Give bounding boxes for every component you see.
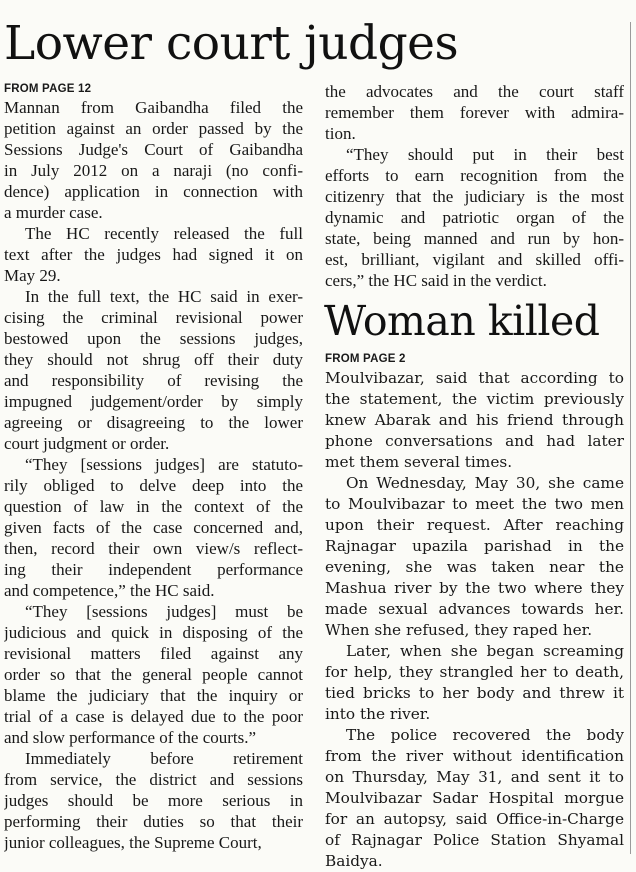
text-line: bestowed upon the sessions judges, [4,329,303,348]
text-line: est, brilliant, vigilant and skilled offi- [325,250,624,269]
text-line: and responsibility of revising the [4,371,303,390]
text-line: of Rajnagar Police Station Shyamal [325,831,624,849]
text-line: rily obliged to delve deep into the [4,476,303,495]
headline-lower-court-judges: Lower court judges [4,16,459,71]
text-line: from the river without identification [325,747,624,765]
text-line: then, record their own view/s reflect- [4,539,303,558]
text-line: Moulvibazar Sadar Hospital morgue [325,789,624,807]
text-line: and competence,” the HC said. [4,581,215,600]
text-line: ing their independent performance [4,560,303,579]
text-line: tion. [325,124,356,143]
text-line: a murder case. [4,203,103,222]
text-line: “They [sessions judges] are statuto- [25,455,303,474]
text-line: When she refused, they raped her. [325,621,593,639]
text-line: and slow performance of the courts.” [4,728,257,747]
text-line: to Moulvibazar to meet the two men [325,495,624,513]
text-line: Later, when she began screaming [346,642,624,660]
text-line: efforts to earn recognition from the [325,166,624,185]
text-line: the statement, the victim previously [325,390,624,408]
text-line: met them several times. [325,453,513,471]
text-line: Rajnagar upazila parishad in the [325,537,624,555]
text-line: On Wednesday, May 30, she came [346,474,624,492]
text-line: trial of a case is delayed due to the poor [4,707,303,726]
text-line: knew Abarak and his friend through [325,411,624,429]
text-line: Mashua river by the two where they [325,579,624,597]
text-line: into the river. [325,705,431,723]
dateline-from-page-12: FROM PAGE 12 [4,83,92,95]
text-line: upon their request. After reaching [325,516,624,534]
text-line: The HC recently released the full [25,224,303,243]
text-line: citizenry that the judiciary is the most [325,187,624,206]
text-line: Baidya. [325,852,383,870]
text-line: given facts of the case concerned and, [4,518,303,537]
text-line: from service, the district and sessions [4,770,303,789]
text-line: agreeing or disagreeing to the lower [4,413,303,432]
text-line: The police recovered the body [346,726,624,744]
text-line: remember them forever with admira- [325,103,624,122]
text-line: for an autopsy, said Office-in-Charge [325,810,624,828]
text-line: “They [sessions judges] must be [25,602,303,621]
column-rule [630,22,631,854]
text-line: state, being manned and run by hon- [325,229,624,248]
text-line: performing their duties so that their [4,812,303,831]
dateline-from-page-2: FROM PAGE 2 [325,353,406,365]
text-line: dence) application in connection with [4,182,303,201]
text-line: cising the criminal revisional power [4,308,303,327]
text-line: judicious and quick in disposing of the [4,623,303,642]
text-line: petition against an order passed by the [4,119,303,138]
text-line: evening, she was taken near the [325,558,624,576]
text-line: on Thursday, May 31, and sent it to [325,768,624,786]
headline-woman-killed: Woman killed [324,297,600,345]
text-line: junior colleagues, the Supreme Court, [4,833,262,852]
story1-column1 [4,97,303,853]
text-line: text after the judges had signed it on [4,245,303,264]
text-line: dynamic and patriotic organ of the [325,208,624,227]
text-line: Mannan from Gaibandha filed the [4,98,303,117]
text-line: they should not shrug off their duty [4,350,303,369]
text-line: order so that the general people cannot [4,665,303,684]
text-line: cers,” the HC said in the verdict. [325,271,547,290]
text-line: Moulvibazar, said that according to [325,369,624,387]
text-line: Sessions Judge's Court of Gaibandha [4,140,303,159]
text-line: Immediately before retirement [25,749,303,768]
text-line: phone conversations and had later [325,432,624,450]
text-line: revisional matters filed against any [4,644,303,663]
text-line: in July 2012 on a naraji (no confi- [4,161,303,180]
text-line: impugned judgement/order by simply [4,392,303,411]
text-line: tied bricks to her body and threw it [325,684,624,702]
text-line: for help, they strangled her to death, [325,663,624,681]
text-line: blame the judiciary that the inquiry or [4,686,303,705]
story2-column [325,368,624,872]
text-line: the advocates and the court staff [325,82,624,101]
text-line: question of law in the context of the [4,497,303,516]
story1-column2 [325,81,624,291]
text-line: In the full text, the HC said in exer- [25,287,303,306]
text-line: May 29. [4,266,61,285]
text-line: “They should put in their best [346,145,624,164]
text-line: judges should be more serious in [4,791,303,810]
text-line: made sexual advances towards her. [325,600,624,618]
text-line: court judgment or order. [4,434,170,453]
